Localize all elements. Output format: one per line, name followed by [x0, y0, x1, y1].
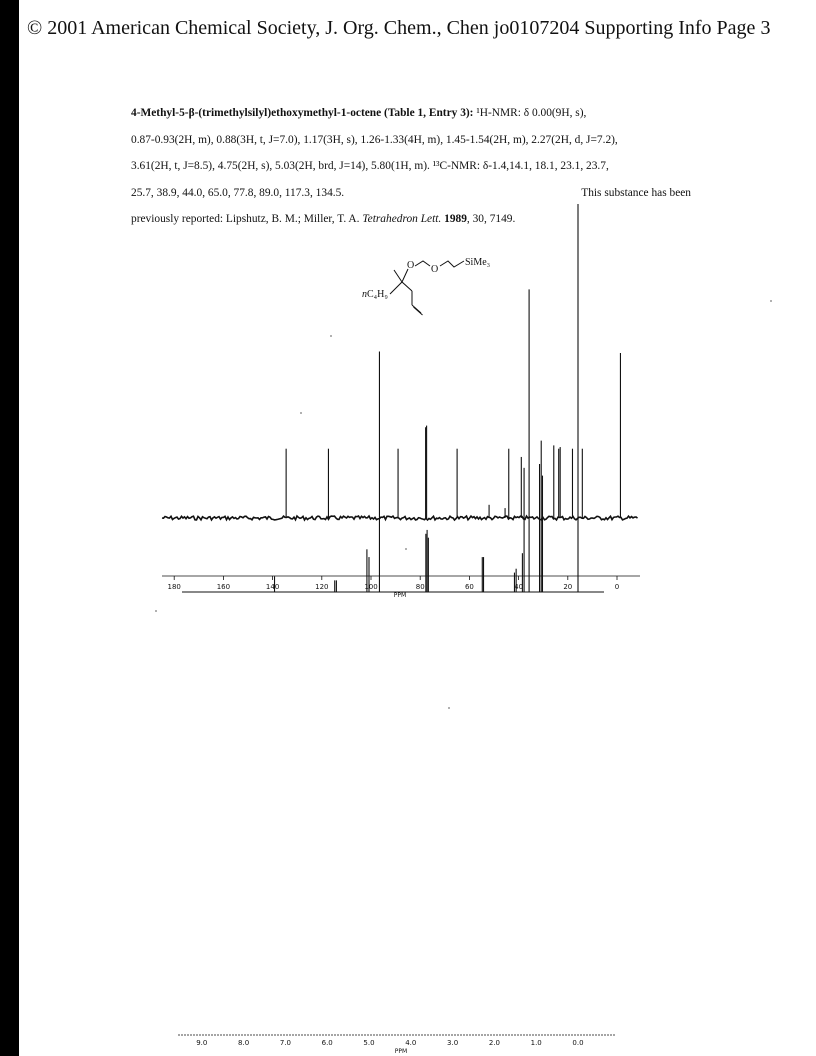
- compound-title: 4-Methyl-5-β-(trimethylsilyl)ethoxymethyl-1-octene (Table 1, Entry 3):: [131, 107, 474, 119]
- h1-tick-label: 6.0: [321, 1039, 333, 1047]
- methyl-bond: [394, 270, 402, 282]
- c13-tick-label: 180: [167, 583, 181, 591]
- h1-tick-label: 0.0: [572, 1039, 584, 1047]
- h1-tick-label: 2.0: [488, 1039, 500, 1047]
- c13-tick-label: 60: [464, 583, 474, 591]
- scan-speck: [448, 707, 450, 709]
- c13-tick-label: 20: [563, 583, 573, 591]
- scan-edge-bar: [0, 0, 19, 1056]
- h1-tick-label: 7.0: [279, 1039, 291, 1047]
- silyl-label: SiMe₃: [465, 257, 491, 268]
- butyl-label: nC₄H₉: [362, 289, 388, 300]
- h1-tick-label: 9.0: [196, 1039, 208, 1047]
- c13-tick-label: 100: [364, 583, 378, 591]
- h1-tick-label: 8.0: [238, 1039, 250, 1047]
- h-nmr-start: ¹H-NMR: δ 0.00(9H, s),: [476, 107, 587, 119]
- c13-tick-label: 80: [415, 583, 425, 591]
- c-nmr-end: 25.7, 38.9, 44.0, 65.0, 77.8, 89.0, 117.3, 134.5.: [131, 186, 345, 199]
- scan-speck: [155, 610, 157, 612]
- scan-speck: [405, 548, 407, 550]
- c13-tick-label: 140: [265, 583, 280, 591]
- h1-tick-label: 3.0: [447, 1039, 459, 1047]
- compound-description: [131, 100, 691, 233]
- oxygen-label-2: O: [431, 264, 439, 275]
- page-header: © 2001 American Chemical Society, J. Org. Chem., Chen jo0107204 Supporting Info Page 3: [27, 17, 771, 39]
- reference-year: 1989: [444, 213, 467, 225]
- text-line-2: 0.87-0.93(2H, m), 0.88(3H, t, J=7.0), 1.17(3H, s), 1.26-1.33(4H, m), 1.45-1.54(2H, m), 2.27(2H, d, J=7.2),: [131, 133, 618, 146]
- chemical-structure: [360, 255, 530, 330]
- oxygen-label-1: O: [407, 260, 415, 271]
- c13-tick-label: 0: [614, 583, 620, 591]
- h1-tick-label: 5.0: [363, 1039, 375, 1047]
- text-line-4: [131, 180, 691, 207]
- c13-tick-label: 160: [216, 583, 231, 591]
- journal-name: Tetrahedron Lett.: [362, 213, 442, 225]
- vinyl-double-bond: [414, 307, 423, 315]
- acetal-bond: [415, 261, 430, 266]
- h1-axis-unit: PPM: [394, 1048, 408, 1055]
- c13-tick-label: 40: [514, 583, 524, 591]
- c13-baseline-noise: [162, 516, 638, 520]
- scan-speck: [770, 300, 772, 302]
- text-line-5: previously reported: Lipshutz, B. M.; Miller, T. A. Tetrahedron Lett. 1989, 30, 7149.: [131, 213, 516, 225]
- reported-note: This substance has been: [581, 186, 691, 199]
- text-line-1: [131, 100, 691, 127]
- h1-tick-label: 4.0: [405, 1039, 417, 1047]
- c13-tick-label: 120: [315, 583, 329, 591]
- structure-bond: [390, 282, 412, 294]
- ethoxy-bond: [440, 261, 464, 267]
- scan-speck: [330, 335, 332, 337]
- scan-speck: [300, 412, 302, 414]
- h1-tick-label: 1.0: [530, 1039, 542, 1047]
- text-line-3: 3.61(2H, t, J=8.5), 4.75(2H, s), 5.03(2H, brd, J=14), 5.80(1H, m). ¹³C-NMR: δ-1.4,14.1, 18.1, 23.1, 23.7,: [131, 160, 609, 172]
- c13-axis-unit: PPM: [393, 592, 407, 599]
